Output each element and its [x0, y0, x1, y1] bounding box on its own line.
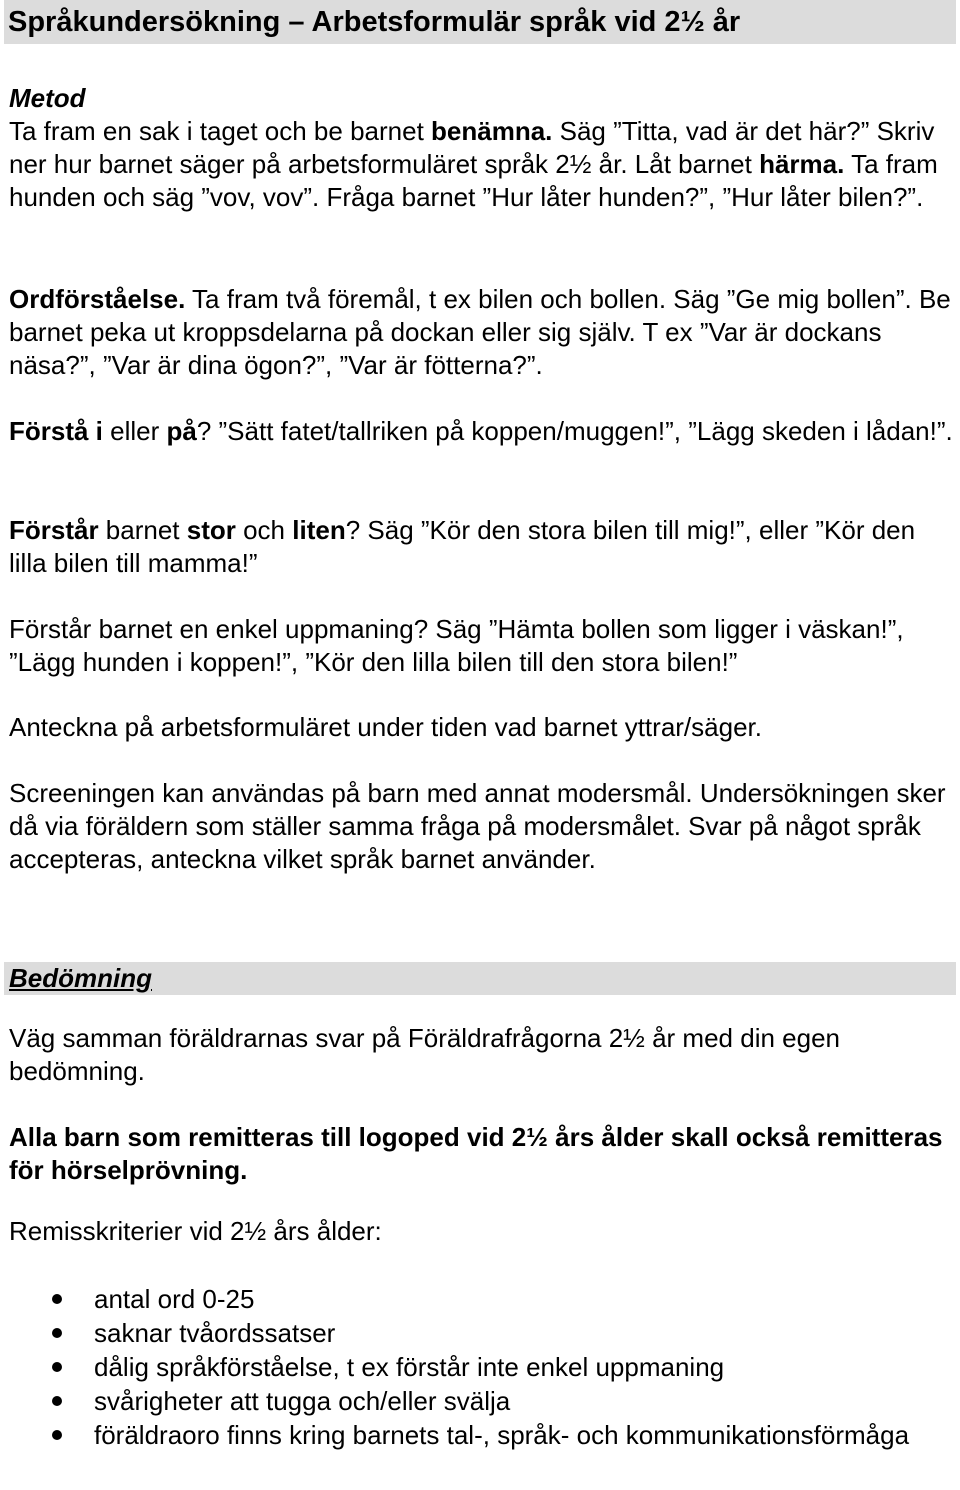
ordforstaelse-paragraph: Ordförståelse. Ta fram två föremål, t ex bilen och bollen. Säg ”Ge mig bollen”. Be barnet peka ut kroppsdelarna på dockan eller sig själv. T ex ”Var är dockans näsa?”, ”Var är dina ögon?”, ”Var är fötterna?”. — [9, 284, 951, 380]
bullet-icon — [52, 1294, 62, 1304]
list-item: föräldraoro finns kring barnets tal-, språk- och kommunikationsförmåga — [52, 1418, 932, 1452]
metod-intro: Ta fram en sak i taget och be barnet benämna. Säg ”Titta, vad är det här?” Skriv ner hur barnet säger på arbetsformuläret språk 2½ år. Låt barnet härma. Ta fram hunden och säg ”vov, vov”. Fråga barnet ”Hur låter hunden?”, ”Hur låter bilen?”. — [9, 116, 938, 212]
stor-liten-paragraph: Förstår barnet stor och liten? Säg ”Kör den stora bilen till mig!”, eller ”Kör den lilla bilen till mamma!” — [9, 515, 916, 578]
remiss-heading: Remisskriterier vid 2½ års ålder: — [9, 1216, 382, 1246]
bullet-icon — [52, 1396, 62, 1406]
bullet-icon — [52, 1430, 62, 1440]
vag-samman-paragraph: Väg samman föräldrarnas svar på Föräldrafrågorna 2½ år med din egen bedömning. — [9, 1023, 840, 1086]
list-item: saknar tvåordssatser — [52, 1316, 932, 1350]
title-band — [4, 0, 956, 44]
anteckna-paragraph: Anteckna på arbetsformuläret under tiden vad barnet yttrar/säger. — [9, 712, 762, 742]
page-title: Språkundersökning – Arbetsformulär språk vid 2½ år — [8, 6, 741, 38]
list-item: svårigheter att tugga och/eller svälja — [52, 1384, 932, 1418]
bullet-icon — [52, 1362, 62, 1372]
alla-barn-paragraph: Alla barn som remitteras till logoped vid 2½ års ålder skall också remitteras för hörselprövning. — [9, 1122, 943, 1185]
list-item: dålig språkförståelse, t ex förstår inte enkel uppmaning — [52, 1350, 932, 1384]
bedomning-heading: Bedömning — [9, 963, 152, 993]
metod-section — [9, 82, 953, 214]
screening-paragraph: Screeningen kan användas på barn med annat modersmål. Undersökningen sker då via föräldern som ställer samma fråga på modersmålet. Svar på något språk accepteras, anteckna vilket språk barnet använder. — [9, 778, 946, 874]
bedomning-band — [4, 962, 956, 995]
bullet-icon — [52, 1328, 62, 1338]
criteria-list — [52, 1282, 932, 1452]
metod-heading: Metod — [9, 83, 86, 113]
forsta-paragraph: Förstå i eller på? ”Sätt fatet/tallriken på koppen/muggen!”, ”Lägg skeden i lådan!”. — [9, 416, 953, 446]
uppmaning-paragraph: Förstår barnet en enkel uppmaning? Säg ”Hämta bollen som ligger i väskan!”, ”Lägg hunden i koppen!”, ”Kör den lilla bilen till den stora bilen!” — [9, 614, 904, 677]
list-item: antal ord 0-25 — [52, 1282, 932, 1316]
